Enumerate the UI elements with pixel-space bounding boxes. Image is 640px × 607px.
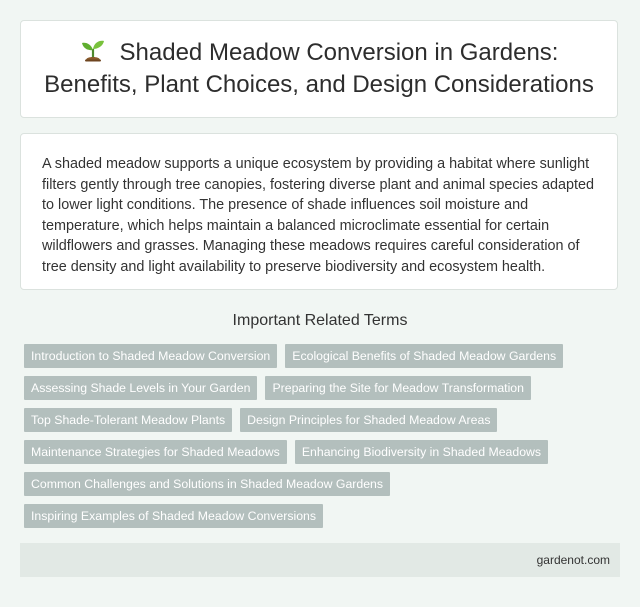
title-line-1: Shaded Meadow Conversion in Gardens: <box>119 39 559 66</box>
footer <box>20 543 620 577</box>
title-line-2: Benefits, Plant Choices, and Design Considerations <box>44 71 594 98</box>
related-term-tag[interactable]: Introduction to Shaded Meadow Conversion <box>24 344 277 368</box>
related-term-tag[interactable]: Enhancing Biodiversity in Shaded Meadows <box>295 440 548 464</box>
related-term-tag[interactable]: Ecological Benefits of Shaded Meadow Gardens <box>285 344 563 368</box>
sprout-icon <box>80 37 106 63</box>
footer-site-link[interactable]: gardenot.com <box>536 553 610 567</box>
related-terms-list <box>24 344 624 528</box>
related-term-tag[interactable]: Assessing Shade Levels in Your Garden <box>24 376 257 400</box>
related-term-tag[interactable]: Preparing the Site for Meadow Transformation <box>265 376 531 400</box>
related-term-tag[interactable]: Top Shade-Tolerant Meadow Plants <box>24 408 232 432</box>
related-terms-heading: Important Related Terms <box>232 312 408 329</box>
intro-card <box>20 133 618 290</box>
related-term-tag[interactable]: Common Challenges and Solutions in Shaded Meadow Gardens <box>24 472 390 496</box>
related-term-tag[interactable]: Design Principles for Shaded Meadow Areas <box>240 408 497 432</box>
intro-paragraph: A shaded meadow supports a unique ecosystem by providing a habitat where sunlight filters gently through tree canopies, fostering diverse plant and animal species adapted to lower light conditions. The presence of shade influences soil moisture and temperature, which helps maintain a balanced microclimate essential for certain wildflowers and grasses. Managing these meadows requires careful consideration of tree density and light availability to preserve biodiversity and ecosystem health. <box>42 156 594 275</box>
related-term-tag[interactable]: Inspiring Examples of Shaded Meadow Conversions <box>24 504 323 528</box>
page-title <box>44 37 594 101</box>
title-card <box>20 20 618 118</box>
related-term-tag[interactable]: Maintenance Strategies for Shaded Meadows <box>24 440 287 464</box>
